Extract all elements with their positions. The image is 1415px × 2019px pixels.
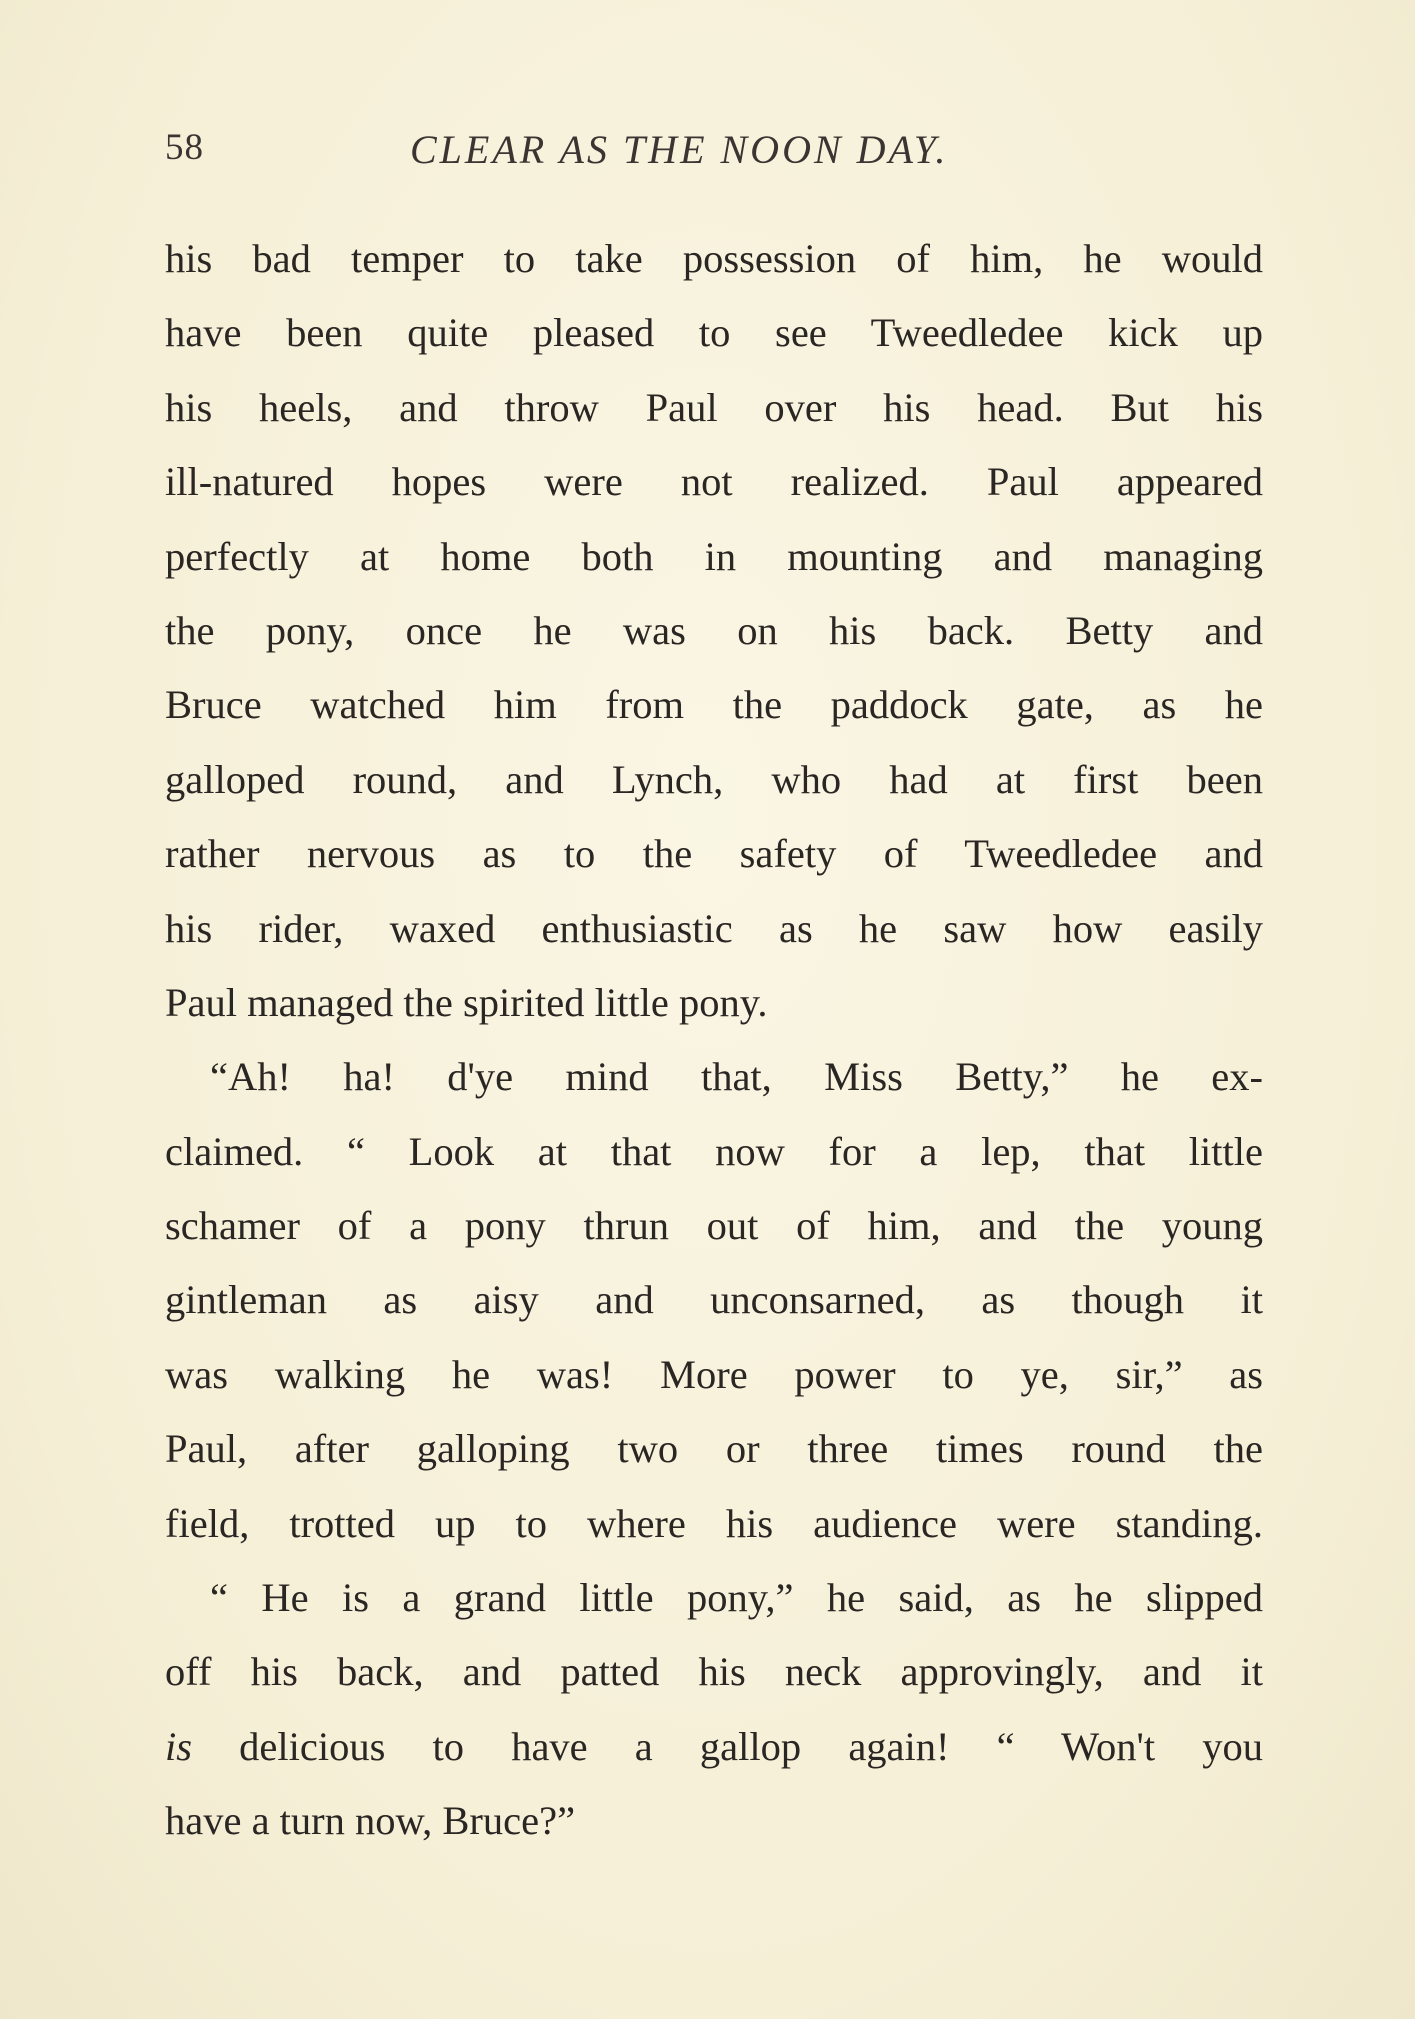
italic-word: is [165,1723,193,1769]
text-line: “ He is a grand little pony,” he said, as he slipped [210,1575,1263,1621]
page-number: 58 [165,127,204,168]
text-line: Paul managed the spirited little pony. [165,979,768,1025]
text-line: his bad temper to take possession of him, he would [165,236,1263,281]
running-title: CLEAR AS THE NOON DAY. [410,127,949,172]
text-line: galloped round, and Lynch, who had at first been [165,756,1263,802]
text-line [165,1710,1263,1784]
text-line: Paul, after galloping two or three times round the [165,1426,1263,1472]
text-line: Bruce watched him from the paddock gate, as he [165,682,1263,728]
text-line: was walking he was! More power to ye, sir,” as [165,1351,1263,1397]
text-line: have been quite pleased to see Tweedledee kick up [165,310,1263,356]
text-line: off his back, and patted his neck approvingly, and it [165,1649,1263,1695]
text-line: rather nervous as to the safety of Tweedledee and [165,831,1263,877]
running-head [165,126,1265,176]
text-line: his rider, waxed enthusiastic as he saw how easily [165,905,1263,951]
text-line: claimed. “ Look at that now for a lep, that little [165,1128,1263,1174]
text-line: have a turn now, Bruce?” [165,1798,576,1844]
text-line: gintleman as aisy and unconsarned, as though it [165,1277,1263,1323]
body-text [165,222,1263,1859]
text-line: field, trotted up to where his audience were standing. [165,1500,1263,1546]
text-line: schamer of a pony thrun out of him, and the young [165,1203,1263,1249]
text-line: ill-natured hopes were not realized. Paul appeared [165,459,1263,505]
text-line: “Ah! ha! d'ye mind that, Miss Betty,” he ex- [210,1054,1263,1100]
text-line: the pony, once he was on his back. Betty and [165,607,1263,653]
text-line-rest: delicious to have a gallop again! “ Won't you [239,1723,1263,1769]
text-line: his heels, and throw Paul over his head. But his [165,384,1263,430]
text-line: perfectly at home both in mounting and managing [165,533,1263,579]
